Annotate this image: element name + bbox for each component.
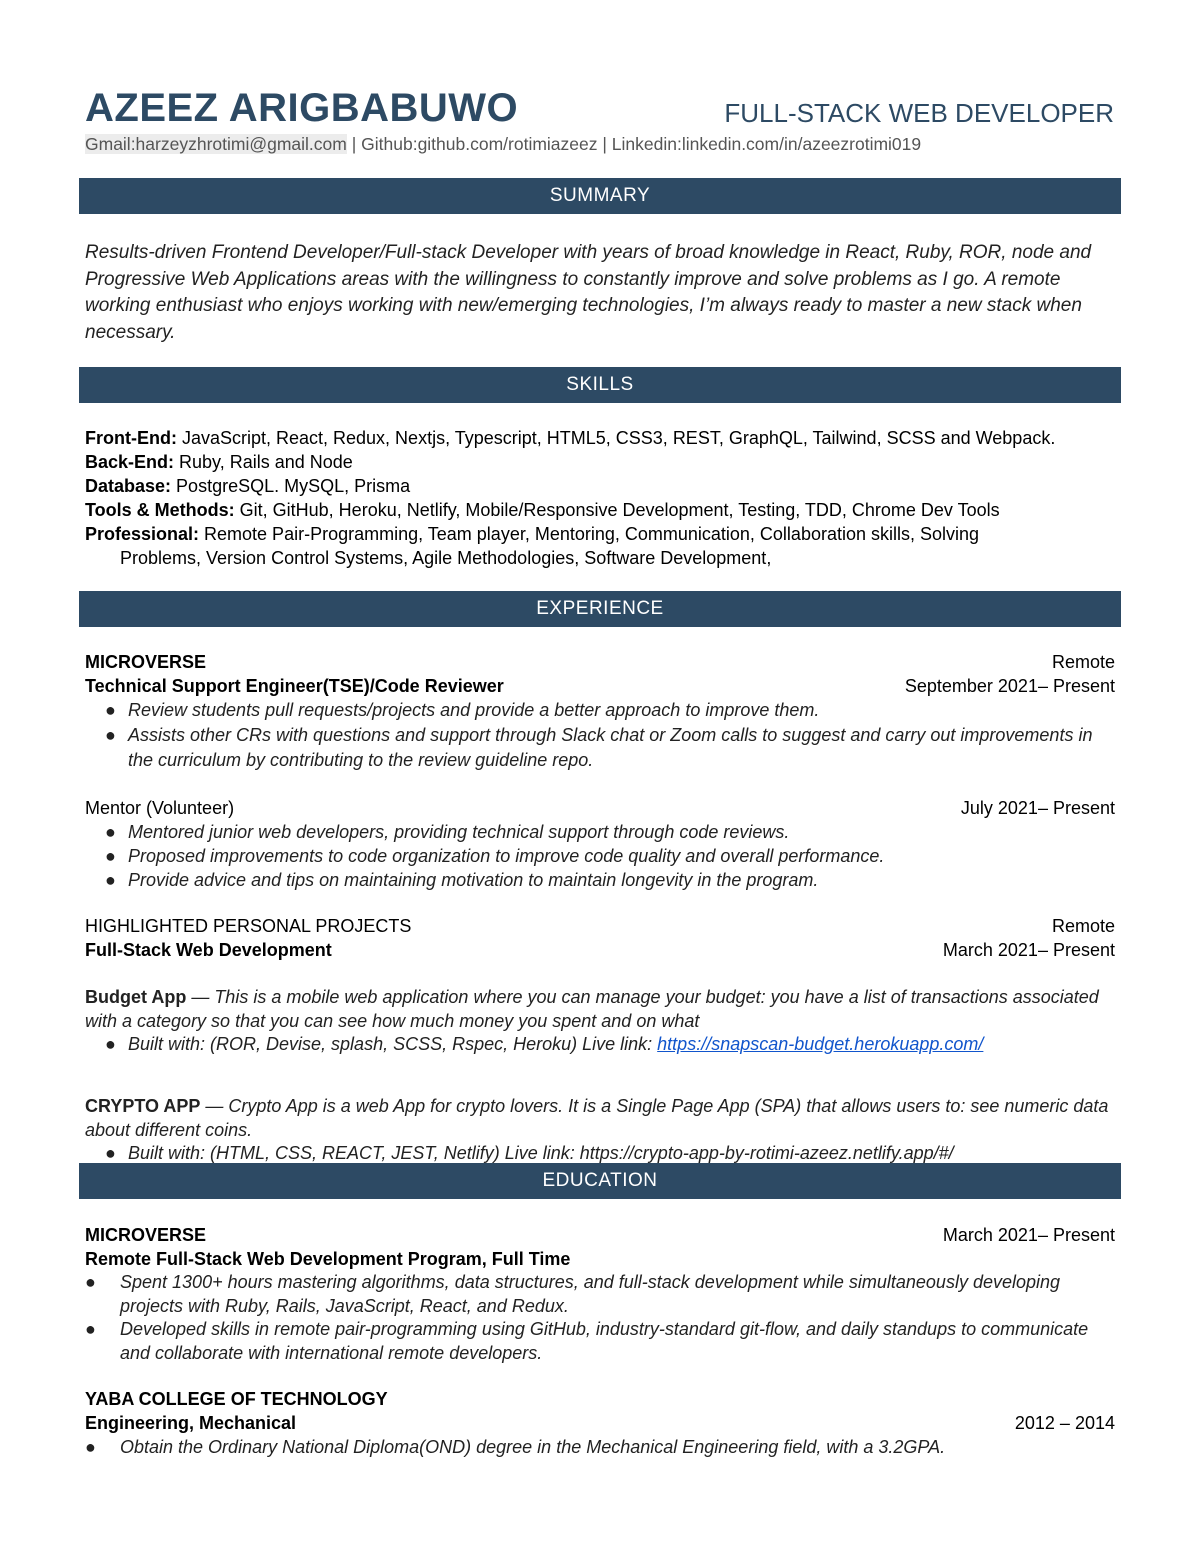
skill-row-continued: Problems, Version Control Systems, Agile Methodologies, Software Development, [120,548,772,568]
list-item: ● Proposed improvements to code organization to improve code quality and overall performance. [105,844,1115,869]
projects-heading-row [85,914,1115,938]
skill-row [85,498,1115,522]
education-school-row [85,1387,1115,1411]
list-item: ● Assists other CRs with questions and support through Slack chat or Zoom calls to suggest and carry out improvements in the curriculum by contributing to the review guideline repo. [105,725,1093,770]
separator: | [346,134,362,154]
section-header-experience: EXPERIENCE [79,591,1121,627]
list-item: ● Review students pull requests/projects and provide a better approach to improve them. [105,698,1115,723]
project-name: Budget App [85,987,187,1007]
school-dates: March 2021– Present [942,1225,1115,1245]
skill-label: Tools & Methods: [85,500,235,520]
experience-role-row [85,674,1115,698]
skill-label: Professional: [85,524,200,544]
program-name: Remote Full-Stack Web Development Program, Full Time [85,1249,571,1269]
bullet-icon: ● [85,1319,96,1339]
project-live-link[interactable]: https://snapscan-budget.herokuapp.com/ [657,1034,984,1054]
project-built-with: Built with: (HTML, CSS, REACT, JEST, Netlify) Live link: https://crypto-app-by-rotimi-azeez.netlify.app/#/ [128,1143,954,1163]
project-description: — This is a mobile web application where you can manage your budget: you have a list of transactions associated with a category so that you can see how much money you spent and on what [85,987,1099,1031]
section-header-summary: SUMMARY [79,178,1121,214]
school-name: MICROVERSE [85,1225,207,1245]
list-item: ● Spent 1300+ hours mastering algorithms, data structures, and full-stack development while simultaneously developing projects with Ruby, Rails, JavaScript, React, and Redux. [85,1272,1061,1316]
list-item: ● Developed skills in remote pair-programming using GitHub, industry-standard git-flow, and daily standups to communicate and collaborate with international remote developers. [85,1319,1089,1363]
separator: | [597,134,612,154]
skill-value: Git, GitHub, Heroku, Netlify, Mobile/Responsive Development, Testing, TDD, Chrome Dev Tools [234,500,1000,520]
projects-role-row [85,938,1115,962]
education-school-row [85,1223,1115,1247]
school-name: YABA COLLEGE OF TECHNOLOGY [85,1389,388,1409]
section-header-skills: SKILLS [79,367,1121,403]
list-item [105,1032,1115,1057]
section-header-education: EDUCATION [79,1163,1121,1199]
candidate-role: FULL-STACK WEB DEVELOPER [724,98,1114,128]
program-name: Engineering, Mechanical [85,1413,297,1433]
skill-label: Back-End: [85,452,175,472]
experience-role-row [85,796,1115,820]
skill-row [85,426,1115,450]
projects-location: Remote [1051,916,1115,936]
skill-value: Remote Pair-Programming, Team player, Mentoring, Communication, Collaboration skills, Solving [199,524,980,544]
project-budget-app [85,985,1115,1033]
gmail-contact[interactable]: Gmail:harzeyzhrotimi@gmail.com [85,134,347,154]
education-program-row [85,1247,1115,1271]
list-item: ● Provide advice and tips on maintaining motivation to maintain longevity in the program. [105,868,1115,893]
skills-list [85,426,1115,570]
company-name: MICROVERSE [85,652,207,672]
github-contact[interactable]: Github:github.com/rotimiazeez [361,134,598,154]
linkedin-contact[interactable]: Linkedin:linkedin.com/in/azeezrotimi019 [611,134,922,154]
role-dates: September 2021– Present [904,676,1115,696]
list-item: ● Obtain the Ordinary National Diploma(OND) degree in the Mechanical Engineering field, with a 3.2GPA. [85,1437,946,1457]
skill-row [85,522,1115,546]
contact-line [85,134,921,155]
project-crypto-app [85,1094,1115,1142]
list-item: ● Mentored junior web developers, providing technical support through code reviews. [105,820,1115,845]
summary-text: Results-driven Frontend Developer/Full-stack Developer with years of broad knowledge in React, Ruby, ROR, node and Progressive Web Applications areas with the willingness to constantly improve and solve problems as I go. A remote working enthusiast who enjoys working with new/emerging technologies, I’m always ready to master a new stack when necessary. [85,242,1092,343]
bullet-icon: ● [105,1143,116,1163]
bullet-icon: ● [105,1034,116,1054]
skill-row [85,474,1115,498]
bullet-icon: ● [105,700,116,720]
projects-heading: HIGHLIGHTED PERSONAL PROJECTS [85,916,412,936]
role-dates: July 2021– Present [960,798,1115,818]
skill-value: PostgreSQL. MySQL, Prisma [171,476,411,496]
skill-value: Ruby, Rails and Node [174,452,353,472]
role-title: Mentor (Volunteer) [85,798,235,818]
education-program-row [85,1411,1115,1435]
experience-company-row [85,650,1115,674]
skill-row [85,450,1115,474]
skill-value: JavaScript, React, Redux, Nextjs, Typescript, HTML5, CSS3, REST, GraphQL, Tailwind, SCSS and Webpack. [176,428,1056,448]
project-description: — Crypto App is a web App for crypto lovers. It is a Single Page App (SPA) that allows users to: see numeric data about different coins. [85,1096,1109,1140]
bullet-icon: ● [105,725,116,745]
bullet-icon: ● [105,846,116,866]
bullet-icon: ● [85,1272,96,1292]
program-dates: 2012 – 2014 [1014,1413,1115,1433]
project-built-with: Built with: (ROR, Devise, splash, SCSS, Rspec, Heroku) Live link: [128,1034,658,1054]
bullet-icon: ● [105,822,116,842]
candidate-name: AZEEZ ARIGBABUWO [85,86,519,130]
bullet-icon: ● [105,870,116,890]
company-location: Remote [1051,652,1115,672]
skill-label: Database: [85,476,172,496]
skill-label: Front-End: [85,428,177,448]
projects-role: Full-Stack Web Development [85,940,332,960]
bullet-icon: ● [85,1437,96,1457]
projects-dates: March 2021– Present [942,940,1115,960]
role-title: Technical Support Engineer(TSE)/Code Reviewer [85,676,504,696]
project-name: CRYPTO APP [85,1096,201,1116]
